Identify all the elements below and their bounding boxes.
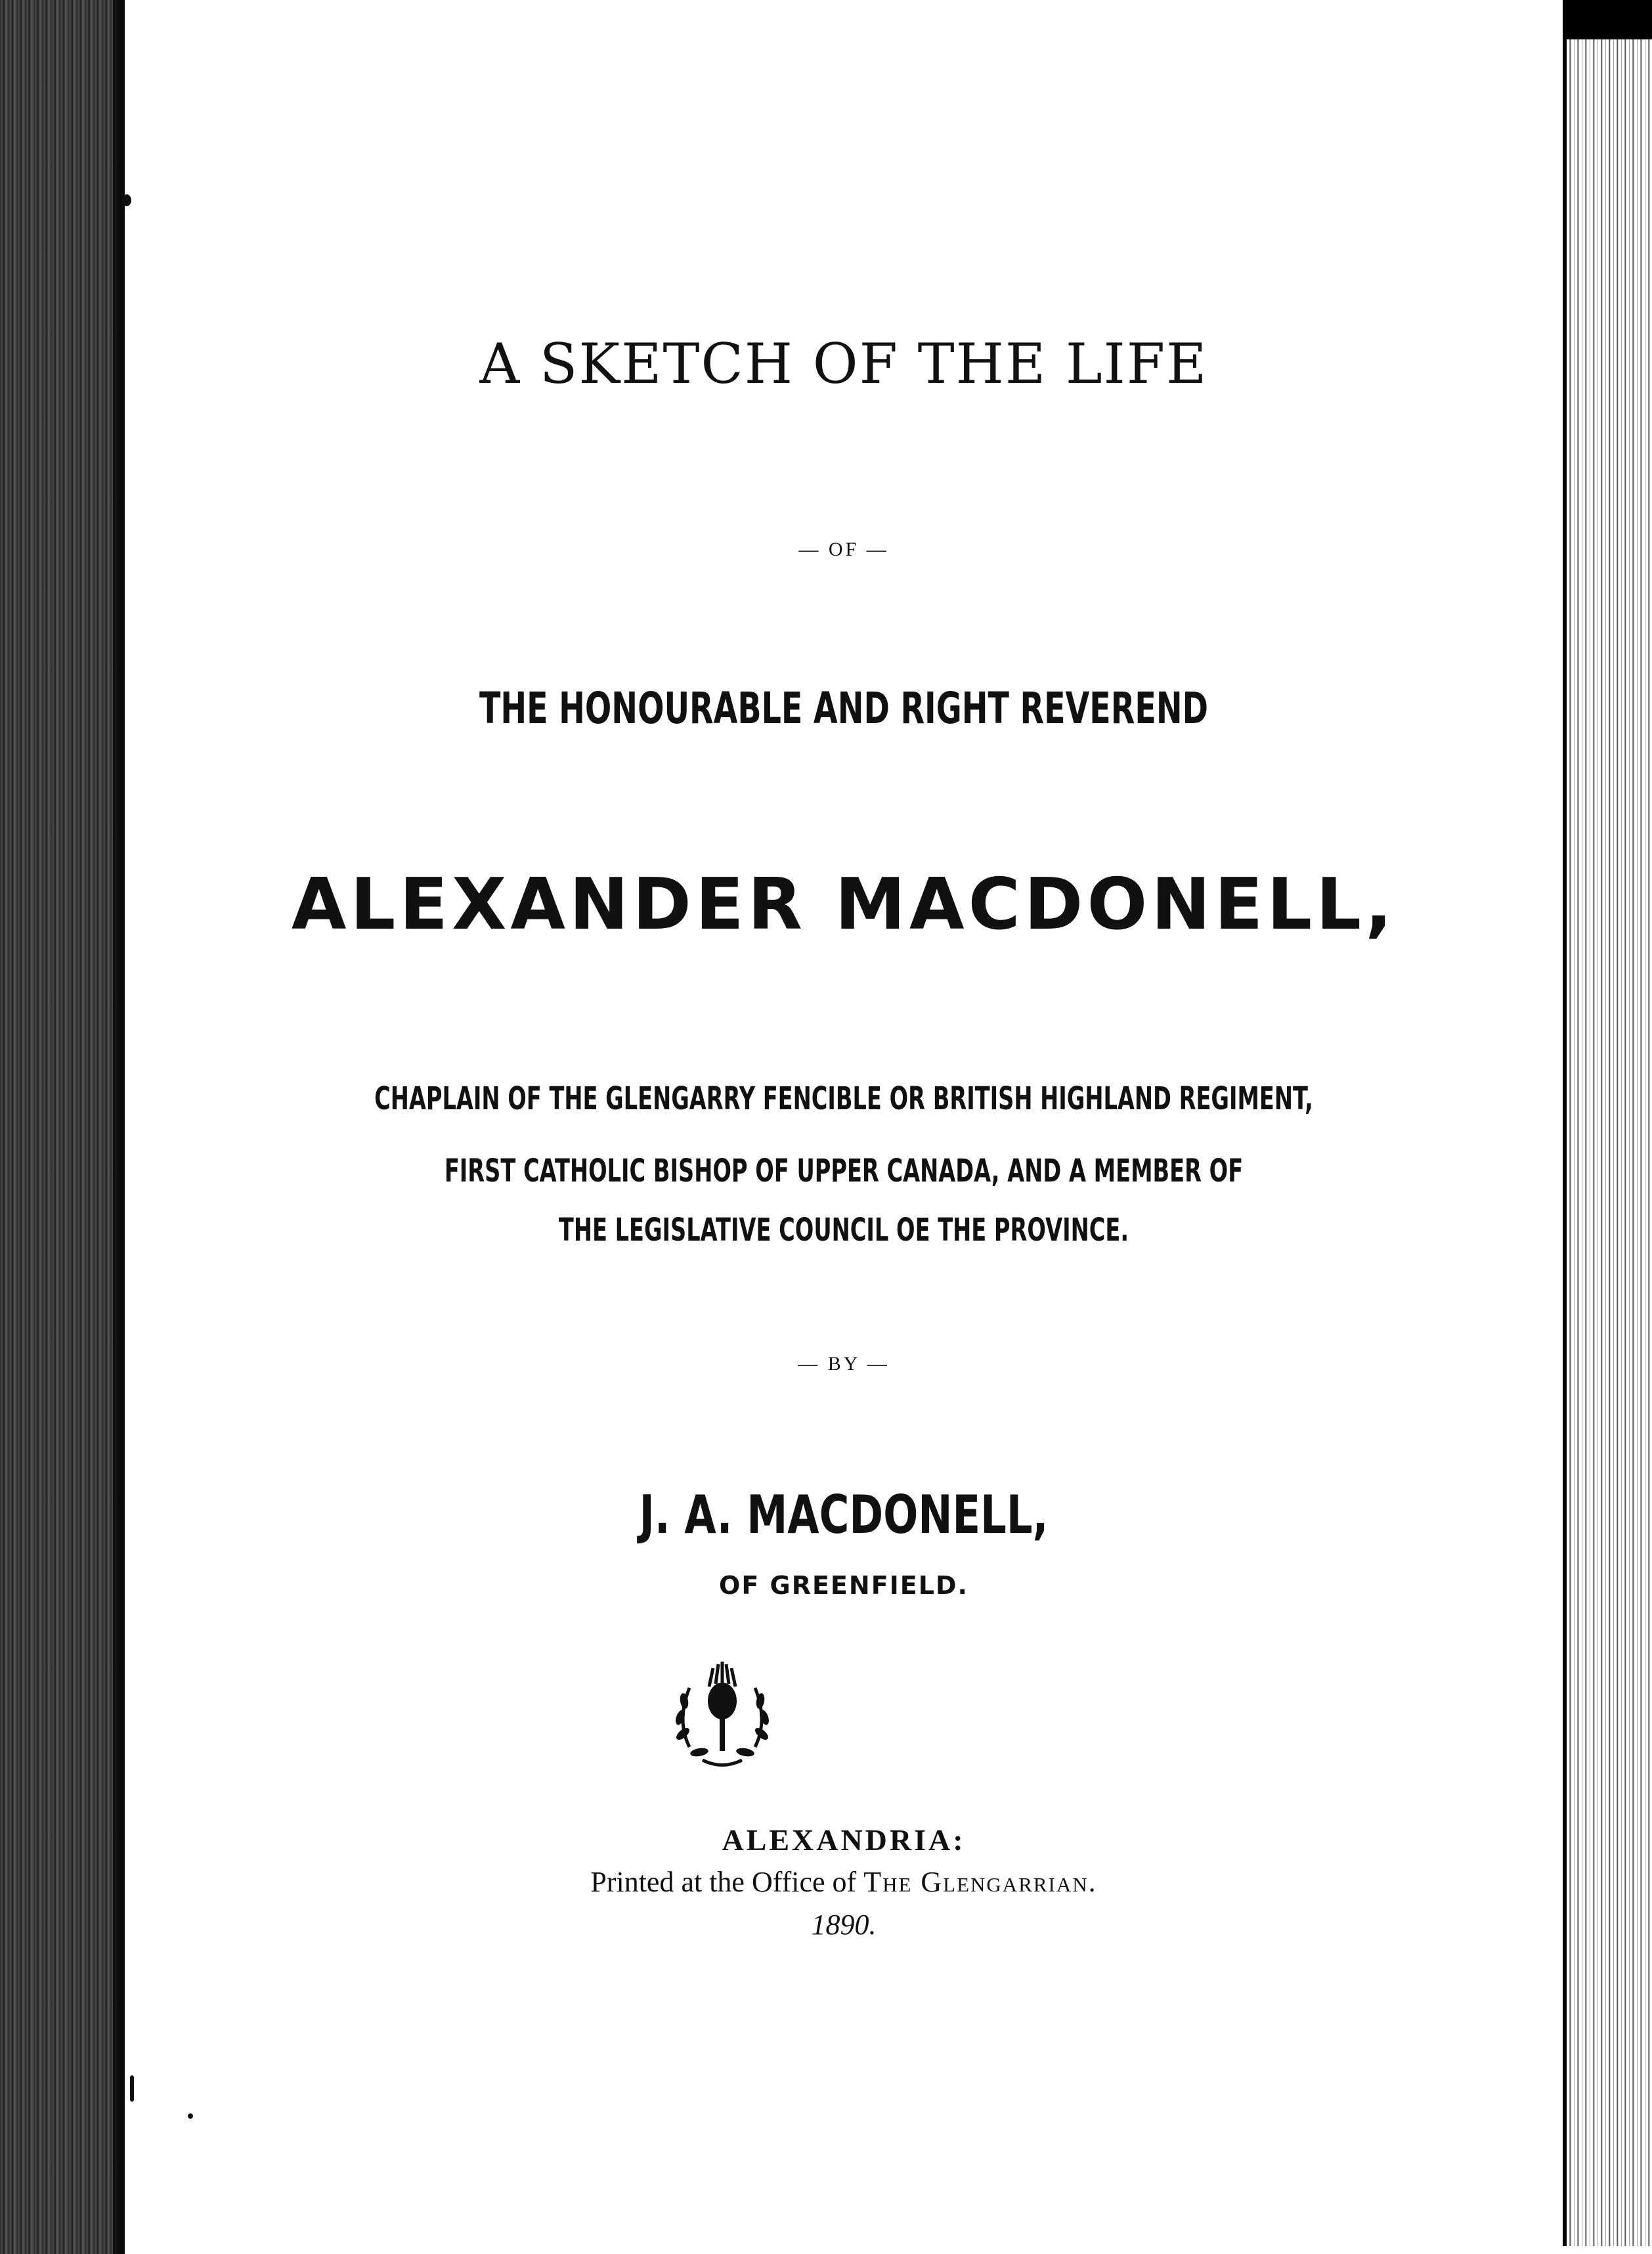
description-line-3: THE LEGISLATIVE COUNCIL OE THE PROVINCE. bbox=[558, 1212, 1129, 1249]
description-line-1: CHAPLAIN OF THE GLENGARRY FENCIBLE OR BRITISH HIGHLAND REGIMENT, bbox=[374, 1080, 1313, 1117]
of-separator: — OF — bbox=[798, 539, 889, 560]
by-separator: — BY — bbox=[798, 1353, 890, 1375]
imprint-printer: The Glengarrian. bbox=[863, 1866, 1097, 1898]
imprint-city: ALEXANDRIA: bbox=[722, 1823, 966, 1857]
imprint-printed bbox=[125, 1865, 1563, 1899]
page-edge-shadow bbox=[1563, 0, 1652, 39]
scan-speck bbox=[130, 2075, 134, 2102]
scan-speck bbox=[188, 2113, 193, 2119]
thistle-wreath-icon bbox=[663, 1655, 781, 1773]
book-binding bbox=[0, 0, 118, 2254]
scan-speck bbox=[122, 194, 131, 206]
imprint-year: 1890. bbox=[811, 1909, 877, 1941]
subject-name: ALEXANDER MACDONELL, bbox=[291, 864, 1397, 946]
imprint-prefix: Printed at the Office of bbox=[590, 1866, 857, 1898]
page-edges bbox=[1563, 39, 1652, 2246]
subject-honorific: THE HONOURABLE AND RIGHT REVEREND bbox=[479, 683, 1209, 734]
author-place: OF GREENFIELD. bbox=[719, 1571, 968, 1600]
description-line-2: FIRST CATHOLIC BISHOP OF UPPER CANADA, AND A MEMBER OF bbox=[444, 1153, 1244, 1189]
author-name: J. A. MACDONELL, bbox=[639, 1484, 1049, 1545]
book-title: A SKETCH OF THE LIFE bbox=[479, 332, 1208, 396]
